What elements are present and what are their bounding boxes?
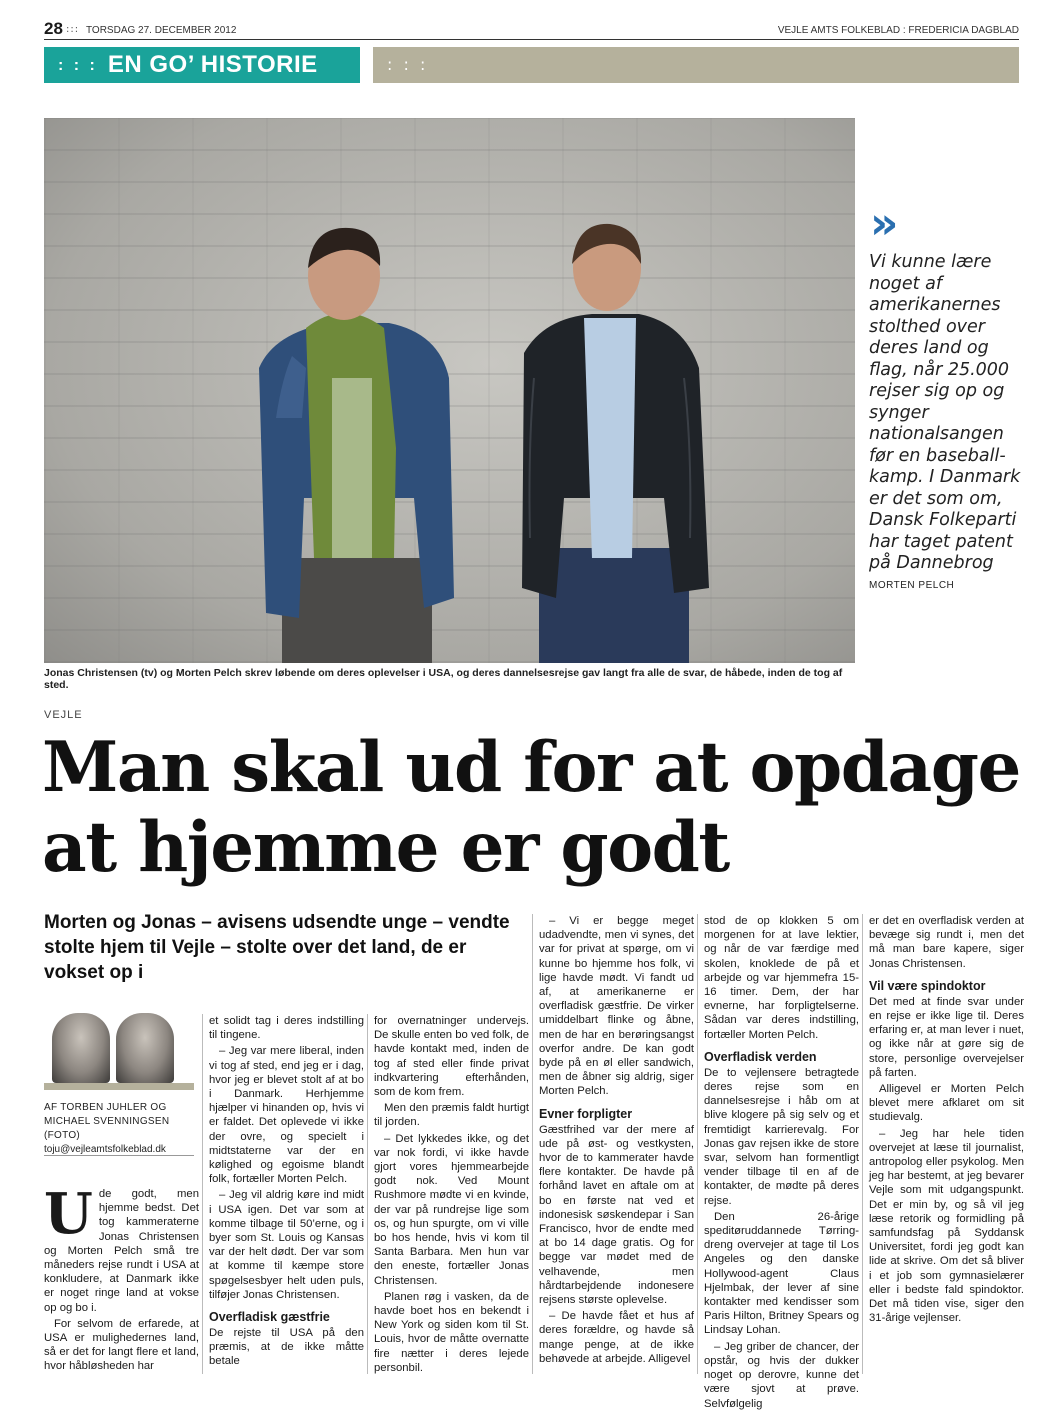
pull-quote-source: MORTEN PELCH <box>869 580 955 591</box>
body-paragraph: Det med at finde svar under en rejse er ikke lige til. Deres erfaring er, at man lever i nuet, og ikke når at gøre sig de store, personlige overvejelser på farten. <box>869 995 1024 1079</box>
body-column-1 <box>44 1181 199 1376</box>
body-paragraph: – Det lykkedes ikke, og det var nok fordi, vi ikke havde gjort vores hjemmearbejde godt nok. Ved Mount Rushmore mødte vi en kvinde, der var på rundrejse lige som os, og hun spurgte, om vi ville bo hos hende, hvis vi kom til Santa Barbara. Men hun var den eneste, fortæller Jonas Christensen. <box>374 1132 529 1287</box>
byline-line-2: MICHAEL SVENNINGSEN (FOTO) <box>44 1116 170 1141</box>
body-paragraph: For selvom de erfarede, at USA er mulighedernes land, så er det for langt flere et land, hvor håbløsheden har <box>44 1317 199 1373</box>
body-column-3 <box>374 1014 529 1377</box>
body-paragraph: et solidt tag i deres indstilling til tingene. <box>209 1015 364 1042</box>
section-dots-right: : : : <box>387 55 429 74</box>
crosshead: Overfladisk gæstfrie <box>209 1310 330 1325</box>
quote-mark-icon: » <box>870 198 889 249</box>
pull-quote: Vi kunne lære noget af amerikanernes stolthed over deres land og flag, når 25.000 rejser sig op og synger nationalsangen før en baseball-kamp. I Danmark er det som om, Dansk Folkeparti har taget patent på Dannebrog <box>869 252 1021 573</box>
body-paragraph: de godt, men hjemme bedst. Det tog kammeraterne Jonas Christensen og Morten Pelch små tre måneders rejse rundt i USA at konkludere, at Danmark ikke er noget ringe land at vokse op og bo i. <box>44 1188 199 1314</box>
column-rule <box>697 914 698 1374</box>
section-band-right <box>373 47 1019 83</box>
body-paragraph: – Jeg var mere liberal, inden vi tog af sted, end jeg er i dag, hvor jeg er blevet stolt af at bo i Danmark. Herhjemme hjælper vi hinanden op, hvis vi er faldet. Det oplevede vi ikke der ovre, og specielt i midtstaterne var der en kølighed og egoisme blandt folk, fortæller Morten Pelch. <box>209 1045 364 1186</box>
photographer-avatar <box>116 1013 174 1083</box>
section-title: EN GO’ HISTORIE <box>107 51 318 78</box>
body-paragraph: – De havde fået et hus af deres forældre, og havde så mange penge, at de ikke behøvede at arbejde. Alligevel <box>539 1310 694 1365</box>
photo-caption: Jonas Christensen (tv) og Morten Pelch skrev løbende om deres oplevelser i USA, og deres dannelsesrejse gav langt fra alle de svar, de håbede, inden de tog af sted. <box>44 667 843 691</box>
drop-cap: U <box>44 1181 93 1247</box>
headline: Man skal ud for at opdage at hjemme er godt <box>42 727 1020 888</box>
newspaper-names: VEJLE AMTS FOLKEBLAD : FREDERICIA DAGBLAD <box>777 25 1019 36</box>
folio-separator: ::: <box>66 24 80 35</box>
body-paragraph: – Vi er begge meget udadvendte, men vi synes, det var for privat at spørge, om vi kunne bo hjemme hos folk, vi lige havde mødt. Vi fandt ud af, at amerikanerne er overfladisk gæstfrie. De virker umiddelbart flinke og åbne, men de har en berøringsangst overfor andre. De kan godt byde på en øl eller sandwich, men de åbner sig aldrig, siger Morten Pelch. <box>539 915 694 1098</box>
article-photo <box>44 118 855 663</box>
body-column-6 <box>869 914 1024 1327</box>
section-dots: : : : <box>58 57 98 74</box>
body-column-5 <box>704 914 859 1413</box>
body-paragraph: De rejste til USA på den præmis, at de ikke måtte betale <box>209 1327 364 1368</box>
crosshead: Vil være spindoktor <box>869 978 986 993</box>
photo-illustration <box>44 118 855 663</box>
body-paragraph: stod de op klokken 5 om morgenen for at lave lektier, og når de var færdige med skolen, knoklede de på et arbejde og var hjemmefra 15-16 timer. Dem, der har evnerne, har forpligtelserne. Sådan var deres indstilling, fortæller Morten Pelch. <box>704 915 859 1041</box>
body-paragraph: Men den præmis faldt hurtigt til jorden. <box>374 1102 529 1129</box>
body-paragraph: Gæstfrihed var der mere af ude på øst- og vestkysten, hvor de to kammerater havde flere kontakter. De havde på forhånd lavet en aftale om at bo en første nat ved et indonesisk søskendepar i San Francisco, hvor de endte med at bo 14 dage gratis. Og for begge var mødet med de velhavende, men hårdtarbejdende indonesere rejsens største oplevelse. <box>539 1123 694 1307</box>
body-paragraph: Den 26-årige speditøruddannede Tørring-dreng overvejer at tage til Los Angeles og den danske Hollywood-agent Claus Hjelmbak, der lever af sine kontakter med kendisser som Paris Hilton, Britney Spears og Lindsay Lohan. <box>704 1210 859 1337</box>
body-paragraph: for overnatninger undervejs. De skulle enten bo ved folk, de havde kontakt med, inden de tog af sted eller finde privat indkvartering efterhånden, som de kom frem. <box>374 1015 529 1099</box>
column-rule <box>367 1014 368 1374</box>
author-avatar <box>52 1013 110 1083</box>
byline-divider <box>44 1155 194 1156</box>
byline-bar <box>44 1083 194 1090</box>
body-paragraph: Planen røg i vasken, da de havde boet hos en bekendt i New York og siden kom til St. Louis, hvor de måtte overnatte fire nætter i deres lejede personbil. <box>374 1290 529 1374</box>
subheadline: Morten og Jonas – avisens udsendte unge – vendte stolte hjem til Vejle – stolte over det land, de er vokset op i <box>44 912 510 983</box>
body-column-2 <box>209 1014 364 1371</box>
body-paragraph: er det en overfladisk verden at bevæge sig rundt i, men det må man bare kapere, siger Jonas Christensen. <box>869 915 1024 970</box>
byline-line-1: AF TORBEN JUHLER OG <box>44 1102 167 1113</box>
column-rule <box>532 914 533 1374</box>
body-paragraph: De to vejlensere betragtede deres rejse som en dannelsesrejse i håb om at blive klogere på sig selv og et fremtidigt karrierevalg. For Jonas gav rejsen ikke de store svar, selvom han formentligt vender tilbage til en af de kontakter, de mødte på deres rejse. <box>704 1066 859 1207</box>
section-band <box>44 47 360 83</box>
body-paragraph: – Jeg vil aldrig køre ind midt i USA igen. Det var som at komme tilbage til 50’erne, og i byer som St. Louis og Kansas var der helt dødt. Der var som at komme til kæmpe store spøgelsesbyer helt uden puls, tilføjer Jonas Christensen. <box>209 1189 364 1301</box>
body-paragraph: Alligevel er Morten Pelch blevet mere afklaret om sit studievalg. <box>869 1083 1024 1124</box>
issue-date: TORSDAG 27. DECEMBER 2012 <box>86 25 237 36</box>
crosshead: Overfladisk verden <box>704 1049 817 1064</box>
byline-email[interactable]: toju@vejleamtsfolkeblad.dk <box>44 1144 166 1155</box>
column-rule <box>862 914 863 1374</box>
body-paragraph: – Jeg griber de chancer, der opstår, og hvis der dukker noget op derovre, kunne det være sjovt at prøve. Selvfølgelig <box>704 1340 859 1410</box>
body-column-4 <box>539 914 694 1368</box>
byline-portraits <box>44 1012 194 1090</box>
person-left <box>259 228 454 663</box>
page-number: 28 <box>44 19 63 38</box>
folio-line <box>44 19 1019 40</box>
column-rule <box>202 1014 203 1374</box>
body-paragraph: – Jeg har hele tiden overvejet at læse til journalist, antropolog eller psykolog. Men jeg har bestemt, at jeg bevarer Vejle som mit udgangspunkt. Det er min by, og så vil jeg læse retorik og formidling på samfundsfag på Syddansk Universitet, fordi jeg godt kan lide at skrive. Om det så bliver i et job som gymnasielærer eller i bedste fald spindoktor. Det må tiden vise, siger den 31-årige vejlenser. <box>869 1127 1024 1325</box>
byline <box>44 1101 204 1157</box>
crosshead: Evner forpligter <box>539 1106 633 1121</box>
person-right <box>522 224 709 663</box>
kicker: VEJLE <box>44 709 83 721</box>
